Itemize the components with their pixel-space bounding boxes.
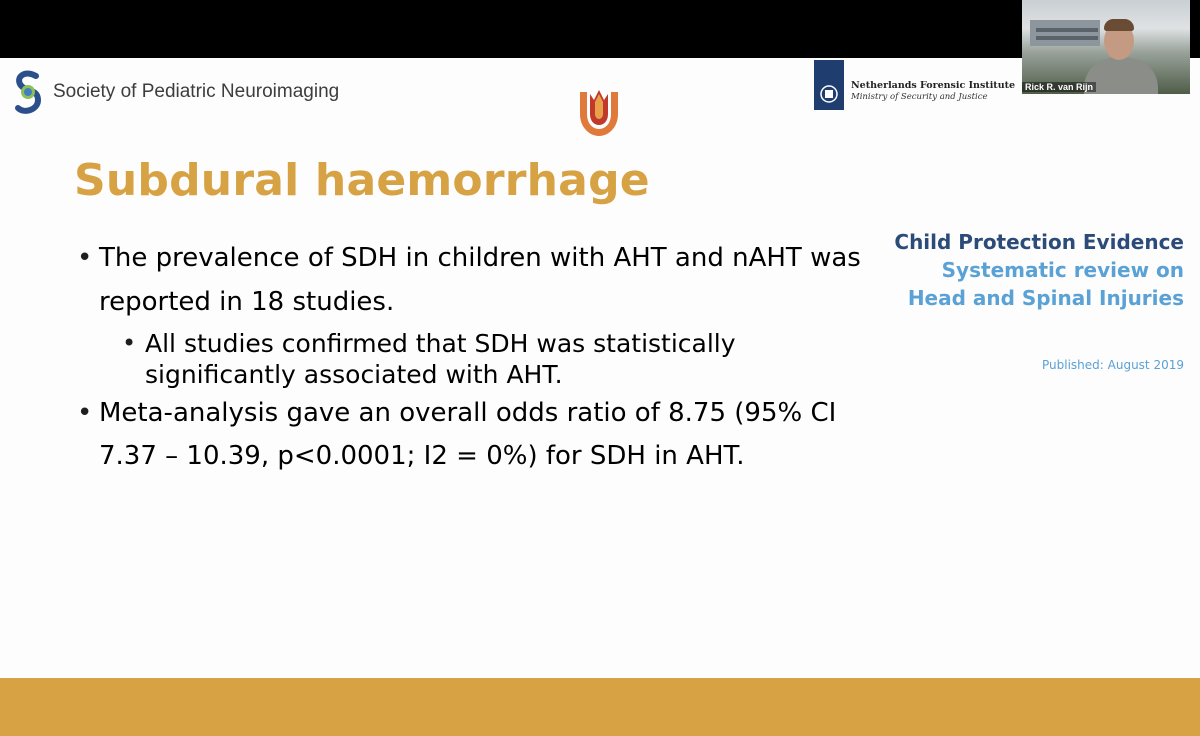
video-background <box>1030 20 1100 46</box>
society-name: Society of Pediatric Neuroimaging <box>53 81 340 102</box>
video-background-detail <box>1036 28 1098 32</box>
bullet-1-line-1: The prevalence of SDH in children with AHT and nAHT was <box>99 243 861 273</box>
side-title-injuries: Head and Spinal Injuries <box>907 286 1184 310</box>
sub-bullet-dot: • <box>122 329 137 357</box>
society-logo-icon <box>12 70 44 116</box>
sub-bullet-line-2: significantly associated with AHT. <box>145 360 563 389</box>
bullet-dot: • <box>77 243 93 273</box>
footer-band <box>0 678 1200 736</box>
participant-hair <box>1104 19 1134 31</box>
participant-video-tile[interactable] <box>1022 0 1190 94</box>
sub-bullet-line-1: All studies confirmed that SDH was statistically <box>145 329 736 358</box>
nfi-name: Netherlands Forensic Institute <box>851 80 1016 91</box>
bullet-1-line-2: reported in 18 studies. <box>99 287 395 317</box>
bullet-2-line-1: Meta-analysis gave an overall odds ratio of 8.75 (95% CI <box>99 398 837 428</box>
side-title-child-protection: Child Protection Evidence <box>894 230 1184 254</box>
bullet-dot: • <box>77 398 93 428</box>
nfi-logo-icon <box>814 60 844 110</box>
nfi-ministry: Ministry of Security and Justice <box>851 92 988 102</box>
slide-title: Subdural haemorrhage <box>74 155 650 206</box>
top-black-bar <box>0 0 1200 58</box>
tulip-logo-icon <box>578 86 620 136</box>
bullet-2-line-2: 7.37 – 10.39, p<0.0001; I2 = 0%) for SDH in AHT. <box>99 441 745 471</box>
side-title-systematic-review: Systematic review on <box>941 258 1184 282</box>
video-background-detail <box>1036 36 1098 40</box>
presentation-slide <box>0 58 1200 736</box>
published-date: Published: August 2019 <box>1042 358 1184 372</box>
participant-name-label: Rick R. van Rijn <box>1022 82 1096 92</box>
